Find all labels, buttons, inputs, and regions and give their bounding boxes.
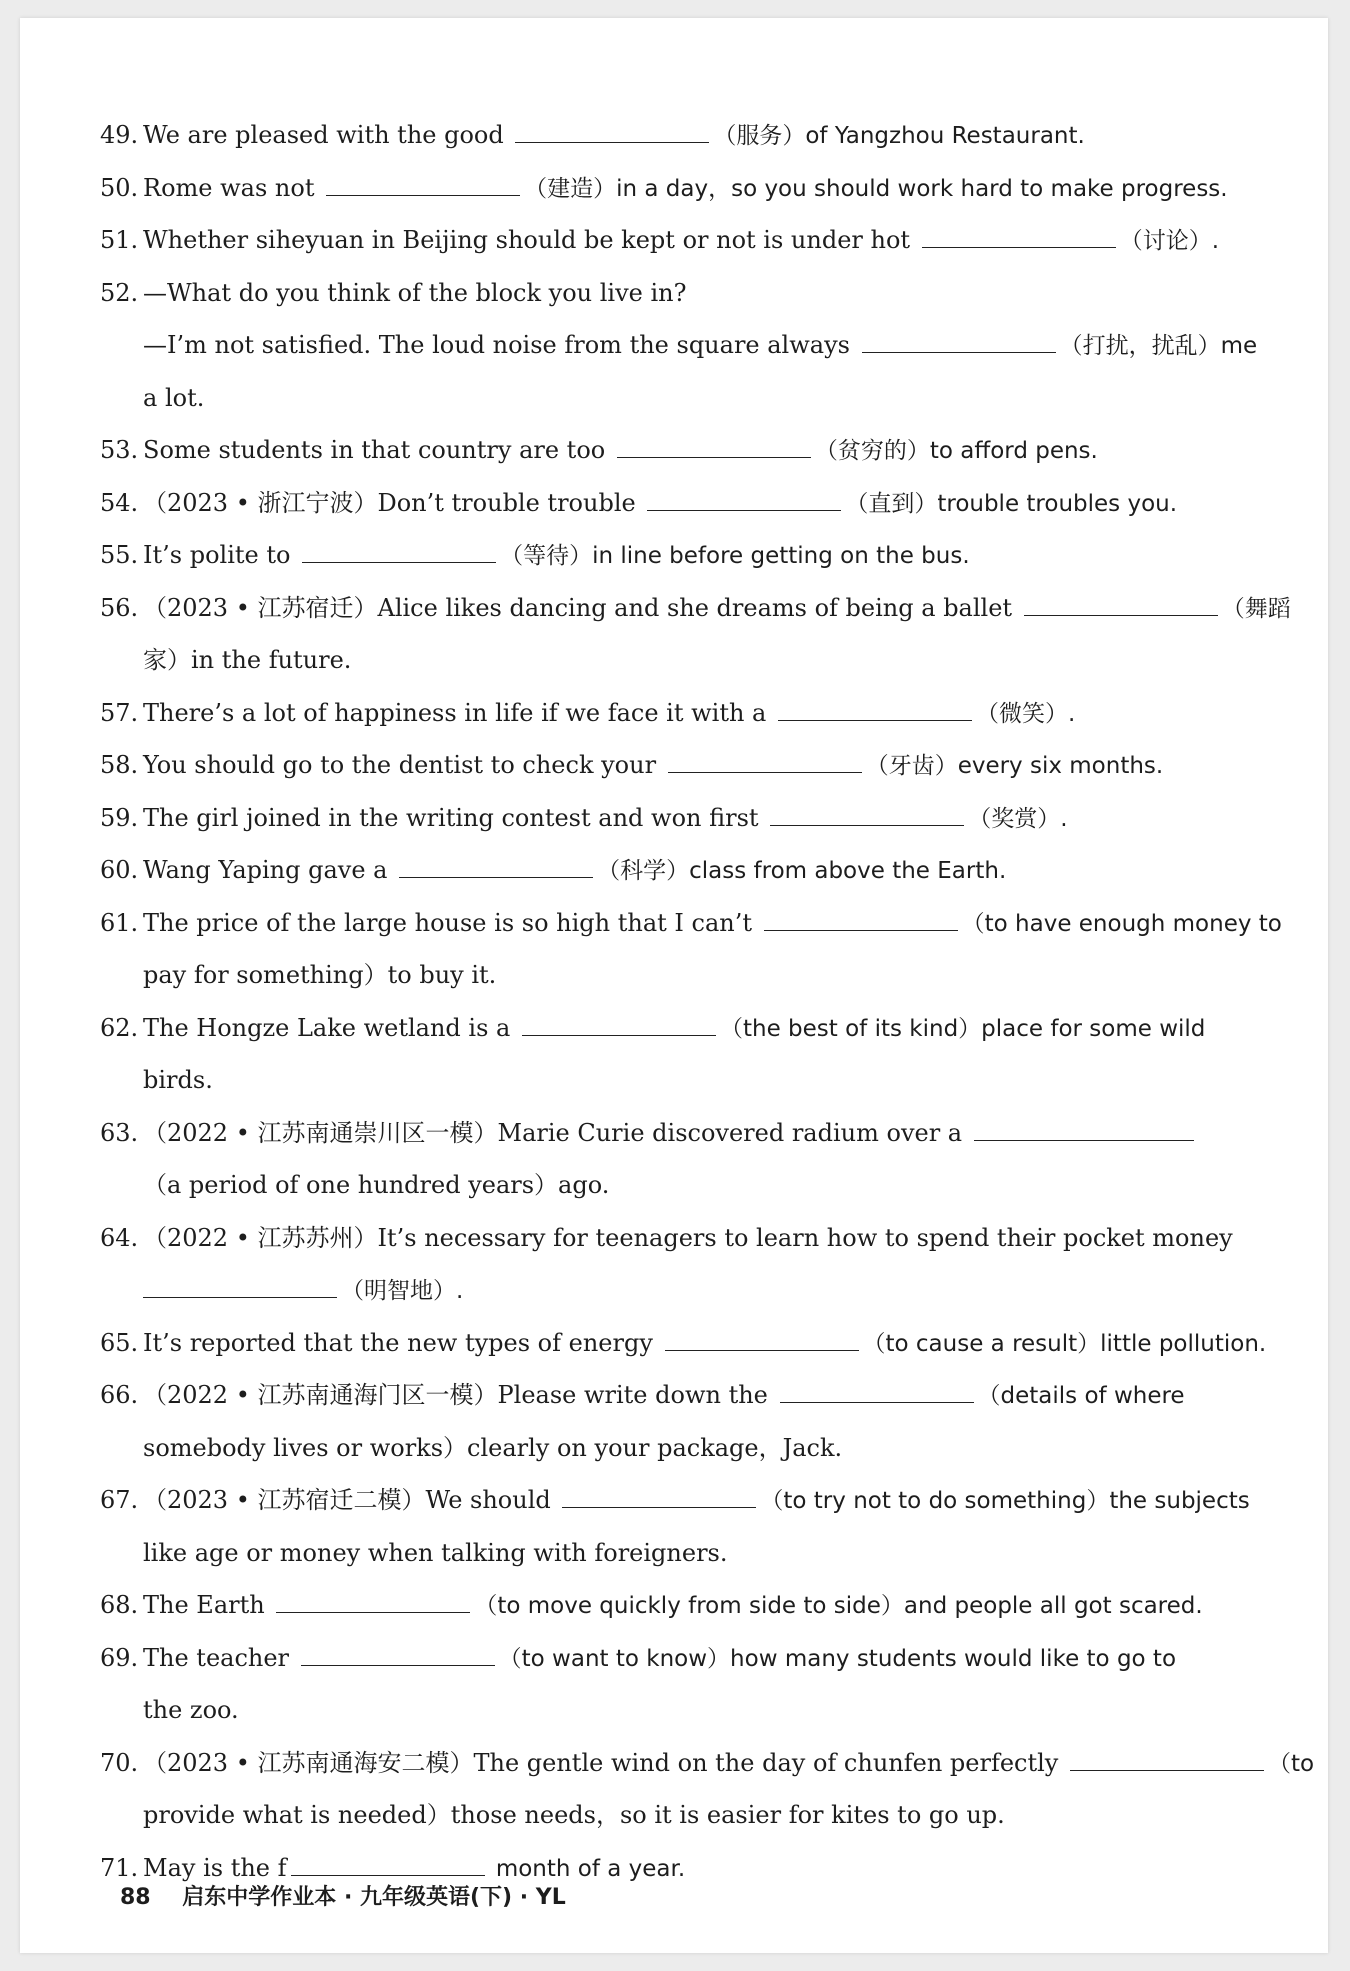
exercise-item: [100, 268, 1280, 321]
answer-blank[interactable]: [647, 484, 841, 511]
item-number: 69.: [100, 1643, 139, 1672]
exercise-item: [100, 740, 1280, 793]
book-title: 启东中学作业本 · 九年级英语(下) · YL: [182, 1885, 566, 1910]
item-text: provide what is needed）those needs，so it is easier for kites to go up.: [143, 1801, 1005, 1829]
answer-blank[interactable]: [143, 1271, 337, 1298]
exercise-item: [100, 1475, 1280, 1528]
answer-blank[interactable]: [862, 326, 1056, 353]
item-hint: month of a year.: [488, 1855, 686, 1882]
answer-blank[interactable]: [515, 116, 709, 143]
item-hint: （直到）trouble troubles you.: [845, 490, 1178, 517]
answer-blank[interactable]: [780, 1376, 974, 1403]
item-text: Whether siheyuan in Beijing should be kept or not is under hot: [143, 226, 918, 254]
exercise-item: [100, 1738, 1315, 1791]
item-text: The girl joined in the writing contest and won first: [143, 803, 767, 832]
answer-blank[interactable]: [665, 1324, 859, 1351]
answer-blank[interactable]: [302, 536, 496, 563]
item-hint: （讨论）.: [1119, 228, 1219, 254]
item-text: It’s reported that the new types of energy: [143, 1328, 661, 1357]
item-text: （2022 • 江苏南通海门区一模）Please write down the: [143, 1381, 776, 1409]
item-number: 67.: [100, 1486, 139, 1514]
item-number: 56.: [100, 593, 139, 622]
answer-blank[interactable]: [778, 694, 972, 721]
item-hint: （to have enough money to: [961, 910, 1282, 937]
exercise-item: [100, 1265, 1280, 1318]
item-number: 49.: [100, 121, 139, 149]
item-text: （2022 • 江苏苏州）It’s necessary for teenagers to learn how to spend their pocket money: [143, 1223, 1233, 1252]
exercise-item: [100, 373, 1280, 426]
item-text: Wang Yaping gave a: [143, 856, 396, 884]
item-hint: （the best of its kind）place for some wild: [719, 1015, 1206, 1042]
answer-blank[interactable]: [562, 1481, 756, 1508]
answer-blank[interactable]: [922, 221, 1116, 248]
item-number: 63.: [100, 1118, 139, 1147]
answer-blank[interactable]: [668, 746, 862, 773]
item-text: The Earth: [143, 1591, 273, 1619]
exercise-item: [100, 1685, 1280, 1738]
answer-blank[interactable]: [1024, 589, 1218, 616]
item-hint: （to want to know）how many students would like to go to: [498, 1645, 1177, 1672]
item-hint: （舞蹈: [1221, 595, 1291, 622]
item-text: 家）in the future.: [143, 646, 352, 674]
item-hint: （等待）in line before getting on the bus.: [500, 543, 970, 569]
item-text: Rome was not: [143, 173, 323, 202]
item-number: 50.: [100, 173, 139, 202]
exercise-item: [100, 1528, 1280, 1581]
item-number: 54.: [100, 488, 139, 517]
item-number: 64.: [100, 1223, 139, 1252]
item-text: a lot.: [143, 383, 205, 412]
item-number: 60.: [100, 856, 139, 884]
item-text: Some students in that country are too: [143, 436, 613, 464]
answer-blank[interactable]: [1070, 1744, 1264, 1771]
item-text: —I’m not satisfied. The loud noise from the square always: [143, 331, 858, 359]
item-text: （2022 • 江苏南通崇川区一模）Marie Curie discovered radium over a: [143, 1118, 970, 1147]
exercise-item: [100, 1318, 1280, 1371]
exercise-item: [100, 215, 1280, 268]
item-text: pay for something）to buy it.: [143, 961, 497, 989]
item-hint: （details of where: [977, 1383, 1185, 1409]
item-text: like age or money when talking with foreigners.: [143, 1538, 728, 1567]
item-text: You should go to the dentist to check your: [143, 751, 664, 779]
item-hint: （科学）class from above the Earth.: [597, 858, 1007, 884]
page-number: 88: [120, 1885, 151, 1910]
exercise-item: [100, 1633, 1280, 1686]
page-footer: [120, 1880, 566, 1911]
item-number: 53.: [100, 436, 139, 464]
item-hint: （牙齿）every six months.: [865, 753, 1164, 779]
exercise-item: [100, 583, 1291, 636]
exercise-item: [100, 1370, 1280, 1423]
item-text: （2023 • 江苏宿迁二模）We should: [143, 1486, 559, 1514]
item-hint: （微笑）.: [976, 700, 1076, 727]
item-text: somebody lives or works）clearly on your package，Jack.: [143, 1433, 843, 1462]
item-hint: （to cause a result）little pollution.: [862, 1330, 1267, 1357]
item-number: 58.: [100, 751, 139, 779]
item-number: 62.: [100, 1013, 139, 1042]
item-hint: （服务）of Yangzhou Restaurant.: [713, 123, 1085, 149]
item-number: 61.: [100, 908, 139, 937]
item-text: It’s polite to: [143, 541, 299, 569]
exercise-item: [100, 1055, 1280, 1108]
item-hint: （明智地）.: [341, 1278, 464, 1304]
exercise-item: [100, 320, 1280, 373]
item-text: The price of the large house is so high that I can’t: [143, 908, 760, 937]
answer-blank[interactable]: [291, 1849, 485, 1876]
item-number: 68.: [100, 1591, 139, 1619]
item-number: 55.: [100, 541, 139, 569]
item-number: 65.: [100, 1328, 139, 1357]
exercise-item: [100, 793, 1280, 846]
exercise-item: [100, 1003, 1280, 1056]
answer-blank[interactable]: [522, 1009, 716, 1036]
exercise-item: [100, 1580, 1280, 1633]
exercise-item: [100, 1423, 1280, 1476]
item-number: 59.: [100, 803, 139, 832]
exercise-item: [100, 163, 1280, 216]
item-hint: （打扰，扰乱）me: [1059, 333, 1258, 359]
exercise-item: [100, 950, 1280, 1003]
item-number: 52.: [100, 278, 139, 307]
item-text: We are pleased with the good: [143, 121, 512, 149]
answer-blank[interactable]: [326, 169, 520, 196]
item-hint: （奖赏）.: [968, 805, 1068, 832]
answer-blank[interactable]: [974, 1114, 1194, 1141]
answer-blank[interactable]: [617, 431, 811, 458]
item-text: The Hongze Lake wetland is a: [143, 1013, 518, 1042]
exercise-item: [100, 635, 1280, 688]
item-hint: （to move quickly from side to side）and people all got scared.: [474, 1593, 1203, 1619]
item-hint: （贫穷的）to afford pens.: [814, 438, 1098, 464]
item-hint: （to: [1267, 1750, 1315, 1777]
item-number: 66.: [100, 1381, 139, 1409]
exercise-item: [100, 425, 1280, 478]
answer-blank[interactable]: [770, 799, 964, 826]
exercise-item: [100, 1213, 1280, 1266]
item-number: 70.: [100, 1748, 139, 1777]
item-text: May is the f: [143, 1853, 287, 1882]
exercise-item: [100, 1108, 1280, 1161]
answer-blank[interactable]: [764, 904, 958, 931]
item-text: the zoo.: [143, 1696, 239, 1724]
answer-blank[interactable]: [301, 1639, 495, 1666]
item-text: birds.: [143, 1066, 213, 1094]
item-text: （2023 • 江苏南通海安二模）The gentle wind on the day of chunfen perfectly: [143, 1748, 1066, 1777]
worksheet-page: [20, 18, 1328, 1953]
item-hint: （建造）in a day，so you should work hard to make progress.: [524, 175, 1228, 202]
exercise-item: [100, 1790, 1280, 1843]
item-text: There’s a lot of happiness in life if we face it with a: [143, 698, 774, 727]
item-number: 71.: [100, 1853, 139, 1882]
exercise-item: [100, 898, 1280, 951]
answer-blank[interactable]: [399, 851, 593, 878]
exercise-item: [100, 530, 1280, 583]
exercise-list: [100, 110, 1315, 1895]
item-number: 57.: [100, 698, 139, 727]
exercise-item: [100, 1160, 1280, 1213]
answer-blank[interactable]: [276, 1586, 470, 1613]
item-number: 51.: [100, 226, 139, 254]
exercise-item: [100, 110, 1280, 163]
exercise-item: [100, 845, 1280, 898]
exercise-item: [100, 478, 1280, 531]
item-text: —What do you think of the block you live in?: [143, 278, 687, 307]
item-text: （a period of one hundred years）ago.: [143, 1171, 610, 1199]
item-hint: （to try not to do something）the subjects: [760, 1488, 1250, 1514]
exercise-item: [100, 688, 1280, 741]
item-text: The teacher: [143, 1643, 297, 1672]
item-text: （2023 • 江苏宿迁）Alice likes dancing and she dreams of being a ballet: [143, 593, 1020, 622]
item-text: （2023 • 浙江宁波）Don’t trouble trouble: [143, 488, 644, 517]
